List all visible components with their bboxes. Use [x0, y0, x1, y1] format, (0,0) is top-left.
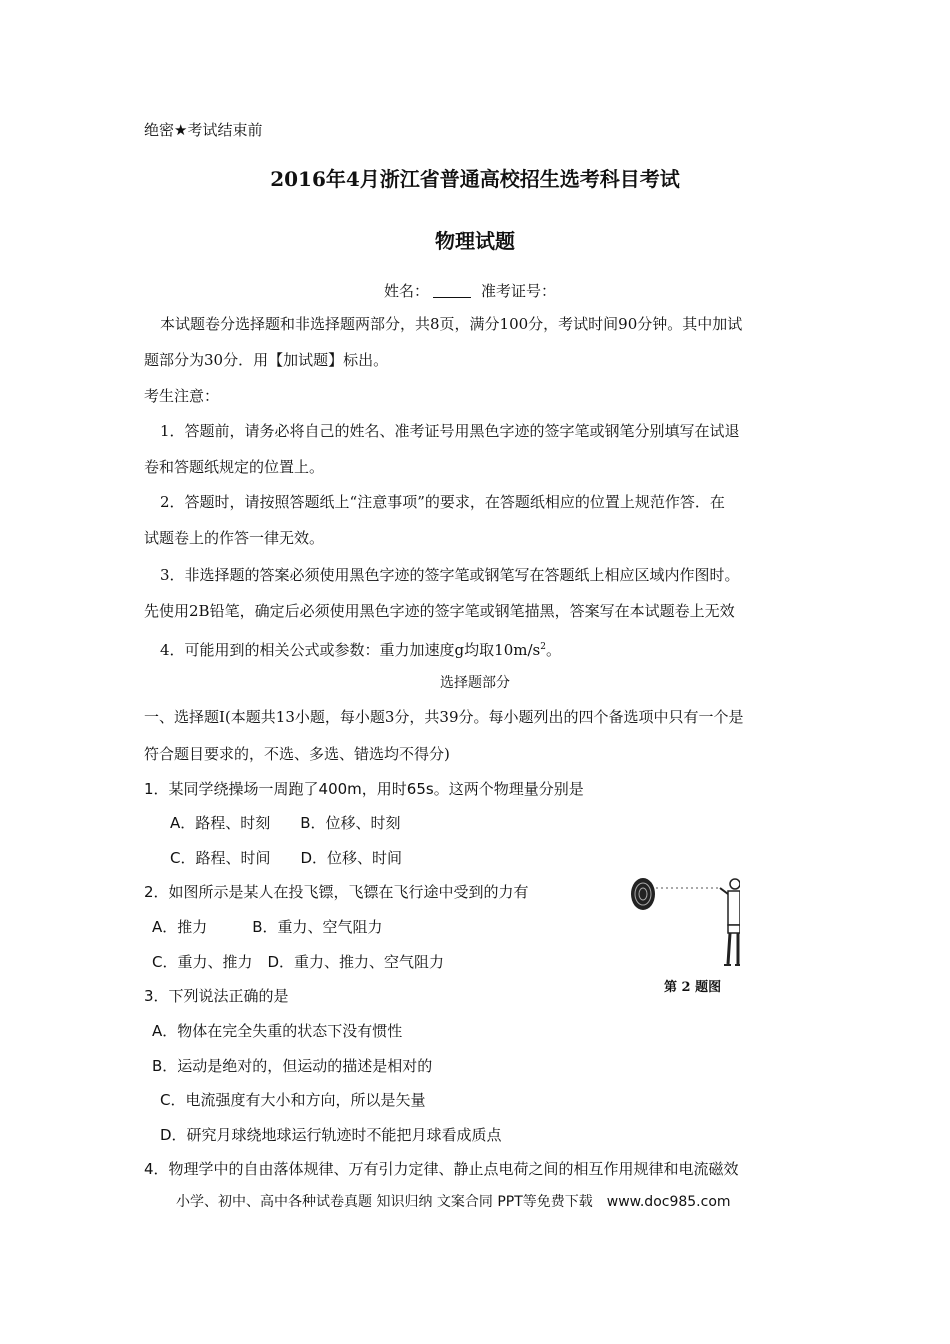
q2-stem: 2．如图所示是某人在投飞镖，飞镖在飞行途中受到的力有 [144, 883, 529, 901]
q3-option-d: D．研究月球绕地球运行轨迹时不能把月球看成质点 [160, 1126, 502, 1144]
intro-line-2: 题部分为30分．用【加试题】标出。 [144, 351, 389, 369]
section-heading: 选择题部分 [440, 675, 510, 691]
secret-label: 绝密★考试结束前 [144, 121, 263, 139]
notice-4-suffix: 。 [545, 641, 561, 659]
exam-subtitle: 物理试题 [435, 229, 515, 253]
notice-heading: 考生注意： [144, 387, 220, 405]
person-body-icon [728, 891, 740, 925]
q1-options-ab: A．路程、时刻 B．位移、时刻 [170, 814, 401, 832]
section-intro-a: 一、选择题I(本题共13小题，每小题3分，共39分。每小题列出的四个备选项中只有一个是 [144, 708, 744, 726]
notice-1b: 卷和答题纸规定的位置上。 [144, 458, 325, 476]
q1-stem: 1．某同学绕操场一周跑了400m，用时65s。这两个物理量分别是 [144, 780, 584, 798]
q3-option-c: C．电流强度有大小和方向，所以是矢量 [160, 1091, 426, 1109]
q2-options-ab: A．推力 B．重力、空气阻力 [152, 918, 383, 936]
dart-figure [624, 868, 740, 998]
q1-options-cd: C．路程、时间 D．位移、时间 [170, 849, 403, 867]
notice-4-superscript: 2 [540, 642, 546, 652]
footer-text: 小学、初中、高中各种试卷真题 知识归纳 文案合同 PPT等免费下载 www.doc985.com [176, 1194, 731, 1210]
notice-3b: 先使用2B铅笔，确定后必须使用黑色字迹的签字笔或钢笔描黑，答案写在本试题卷上无效 [144, 602, 735, 620]
q3-stem: 3．下列说法正确的是 [144, 987, 289, 1005]
exam-title: 2016年4月浙江省普通高校招生选考科目考试 [270, 167, 680, 191]
name-label: 姓名： [384, 282, 430, 300]
q3-option-a: A．物体在完全失重的状态下没有惯性 [152, 1022, 403, 1040]
notice-2a: 2．答题时，请按照答题纸上“注意事项”的要求，在答题纸相应的位置上规范作答．在 [160, 493, 725, 511]
intro-line-1: 本试题卷分选择题和非选择题两部分，共8页，满分100分，考试时间90分钟。其中加试 [160, 315, 743, 333]
name-blank [433, 283, 471, 298]
q4-stem: 4．物理学中的自由落体规律、万有引力定律、静止点电荷之间的相互作用规律和电流磁效 [144, 1160, 739, 1178]
notice-2b: 试题卷上的作答一律无效。 [144, 529, 325, 547]
figure-caption: 第 2 题图 [664, 980, 722, 995]
candidate-info [384, 281, 556, 301]
notice-4-text: 4．可能用到的相关公式或参数：重力加速度g均取10m/s [160, 641, 541, 659]
person-head-icon [730, 879, 740, 889]
notice-3a: 3．非选择题的答案必须使用黑色字迹的签字笔或钢笔写在答题纸上相应区域内作图时。 [160, 566, 740, 584]
section-intro-b: 符合题目要求的，不选、多选、错选均不得分) [144, 745, 450, 763]
q3-option-b: B．运动是绝对的，但运动的描述是相对的 [152, 1057, 433, 1075]
id-label: 准考证号： [481, 282, 557, 300]
notice-4 [160, 637, 561, 660]
notice-1a: 1．答题前，请务必将自己的姓名、准考证号用黑色字迹的签字笔或钢笔分别填写在试退 [160, 422, 740, 440]
q2-options-cd: C．重力、推力 D．重力、推力、空气阻力 [152, 953, 445, 971]
